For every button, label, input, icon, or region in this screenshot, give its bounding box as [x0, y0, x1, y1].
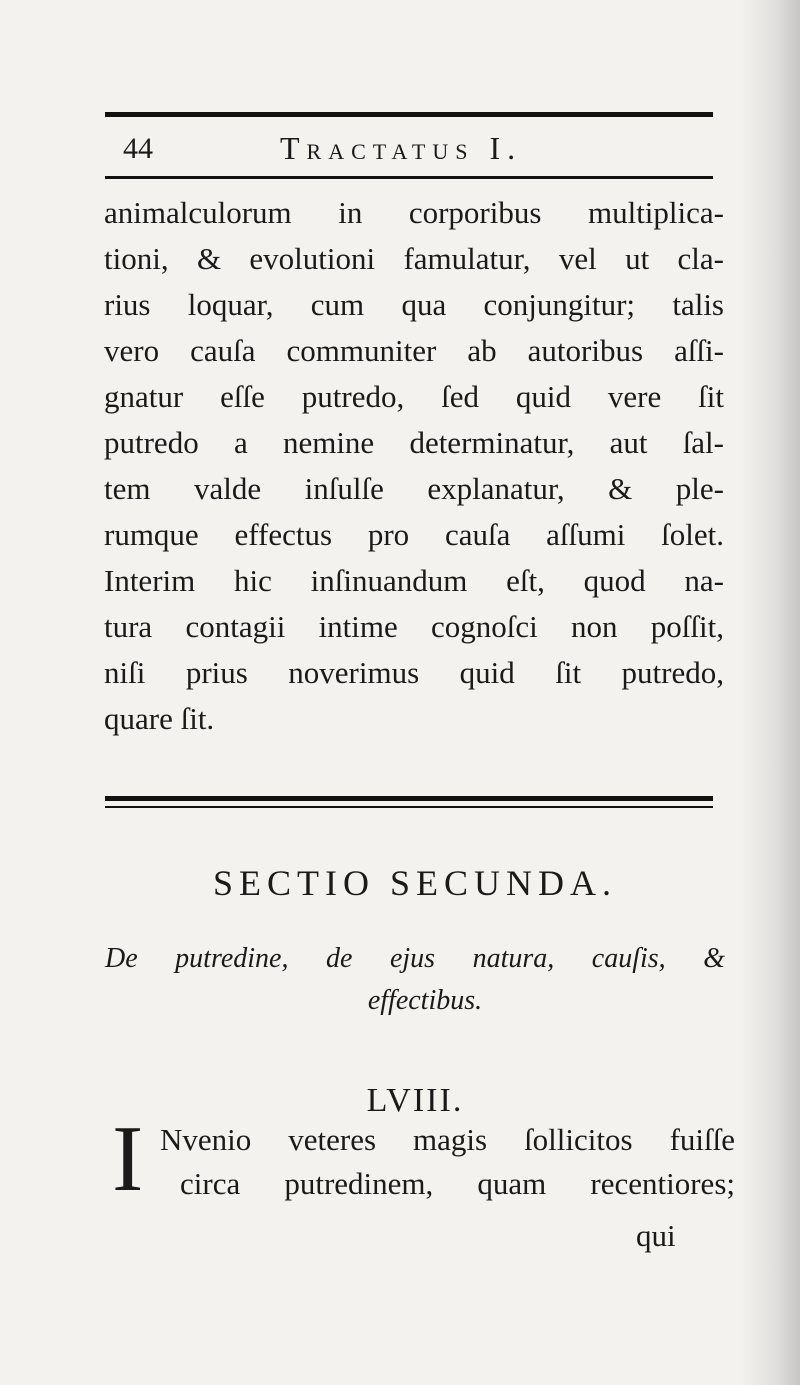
section-subtitle-line: De putredine, de ejus natura, cauſis, & [105, 943, 725, 974]
paragraph-number: LVIII. [366, 1082, 464, 1119]
text-line: circa putredinem, quam recentiores; [180, 1166, 735, 1201]
text-line: gnatur eſſe putredo, ſed quid vere ſit [104, 379, 724, 414]
paragraph-text [160, 1118, 735, 1206]
body-text [104, 190, 724, 742]
text-line: tura contagii intime cognoſci non poſſit, [104, 609, 724, 644]
text-line: niſi prius noverimus quid ſit putredo, [104, 655, 724, 690]
text-line: quare ſit. [104, 701, 215, 736]
page-edge-shadow [740, 0, 800, 1385]
section-subtitle-line: effectibus. [367, 985, 483, 1016]
text-line: tem valde inſulſe explanatur, & ple- [104, 471, 724, 506]
text-line: rumque effectus pro cauſa aſſumi ſolet. [104, 517, 724, 552]
text-line: Nvenio veteres magis ſollicitos fuiſſe [160, 1122, 735, 1157]
text-line: putredo a nemine determinatur, aut ſal- [104, 425, 724, 460]
catchword: qui [636, 1218, 676, 1253]
text-line: vero cauſa communiter ab autoribus aſſi- [104, 333, 724, 368]
text-line: rius loquar, cum qua conjungitur; talis [104, 287, 724, 322]
header-bottom-rule [105, 176, 713, 179]
page-number: 44 [123, 132, 153, 165]
drop-capital: I [112, 1107, 144, 1211]
section-rule-thin [105, 806, 713, 808]
section-rule-thick [105, 796, 713, 801]
text-line: tioni, & evolutioni famulatur, vel ut cla- [104, 241, 724, 276]
running-header [105, 128, 713, 172]
text-line: Interim hic inſinuandum eſt, quod na- [104, 563, 724, 598]
running-title: Tractatus I. [280, 130, 523, 166]
section-subtitle [105, 938, 725, 1022]
header-top-rule [105, 112, 713, 117]
text-line: animalculorum in corporibus multiplica- [104, 195, 724, 230]
section-title: SECTIO SECUNDA. [212, 863, 617, 903]
